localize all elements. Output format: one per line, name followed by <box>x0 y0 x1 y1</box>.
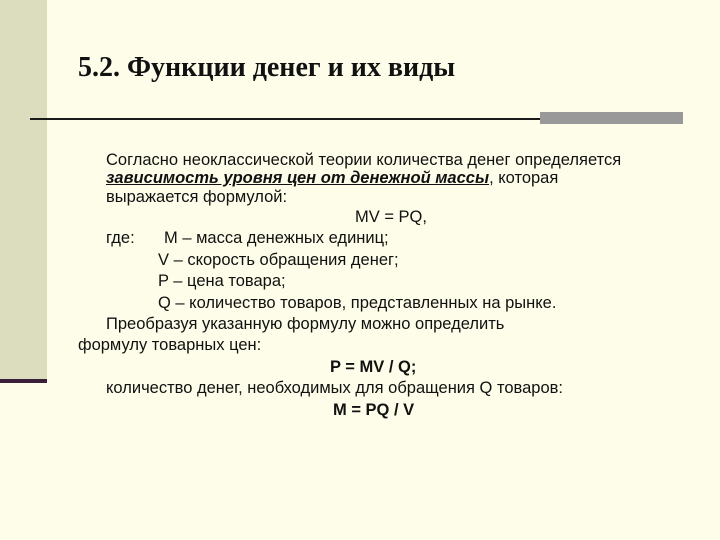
intro-line-2 <box>106 168 558 188</box>
title-divider <box>30 118 542 120</box>
side-decoration-band <box>0 0 47 381</box>
where-label: где: <box>106 229 135 247</box>
definition-q: Q – количество товаров, представленных на рынке. <box>158 294 557 312</box>
intro-line-3: выражается формулой: <box>106 188 288 206</box>
definition-v: V – скорость обращения денег; <box>158 251 399 269</box>
title-divider-accent <box>540 112 683 124</box>
formula-money: M = PQ / V <box>333 401 415 419</box>
transform-line-2: формулу товарных цен: <box>78 336 262 354</box>
transform-line-1: Преобразуя указанную формулу можно определить <box>106 315 505 333</box>
emphasized-phrase: зависимость уровня цен от денежной массы <box>106 169 490 187</box>
intro-line-1: Согласно неоклассической теории количества денег определяется <box>106 151 622 169</box>
definition-p: P – цена товара; <box>158 272 286 290</box>
money-quantity-text: количество денег, необходимых для обращения Q товаров: <box>106 379 563 397</box>
slide-title: 5.2. Функции денег и их виды <box>78 52 456 83</box>
intro-line-2-rest: , которая <box>489 169 559 187</box>
formula-price: P = MV / Q; <box>330 358 417 376</box>
side-decoration-line <box>0 379 47 383</box>
formula-mv-pq: MV = PQ, <box>355 208 427 226</box>
definition-m: M – масса денежных единиц; <box>164 229 389 247</box>
